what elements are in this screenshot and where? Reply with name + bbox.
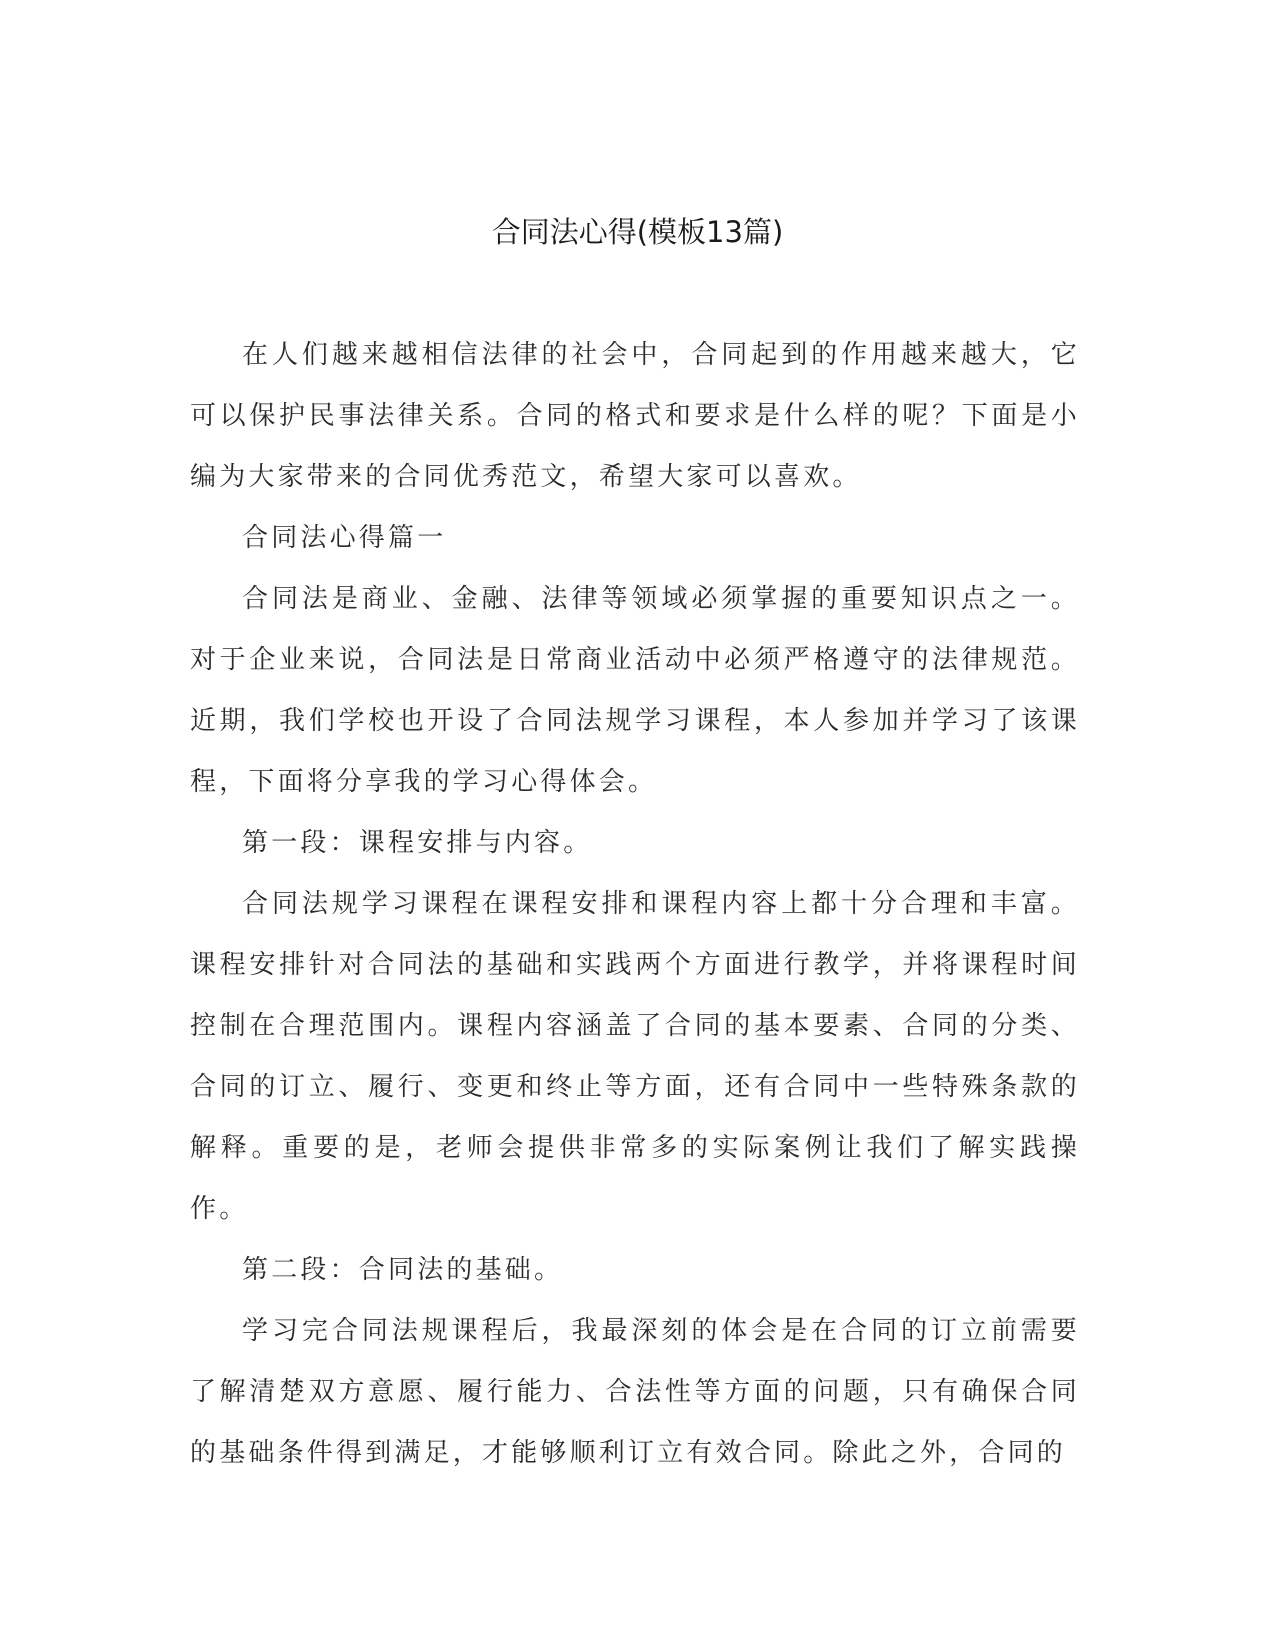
body-paragraph: 合同法规学习课程在课程安排和课程内容上都十分合理和丰富。课程安排针对合同法的基础和实践两个方面进行教学，并将课程时间控制在合理范围内。课程内容涵盖了合同的基本要素、合同的分类、合同的订立、履行、变更和终止等方面，还有合同中一些特殊条款的解释。重要的是，老师会提供非常多的实际案例让我们了解实践操作。 <box>190 889 1080 1224</box>
section-heading-part-one: 合同法心得篇一 <box>242 523 447 553</box>
document-body <box>190 325 1080 1484</box>
body-paragraph: 学习完合同法规课程后，我最深刻的体会是在合同的订立前需要了解清楚双方意愿、履行能力、合法性等方面的问题，只有确保合同的基础条件得到满足，才能够顺利订立有效合同。除此之外，合同的 <box>190 1316 1080 1468</box>
subsection-heading-two: 第二段：合同法的基础。 <box>242 1255 564 1285</box>
document-title: 合同法心得(模板13篇) <box>491 215 784 249</box>
intro-paragraph: 在人们越来越相信法律的社会中，合同起到的作用越来越大，它可以保护民事法律关系。合同的格式和要求是什么样的呢？下面是小编为大家带来的合同优秀范文，希望大家可以喜欢。 <box>190 340 1080 492</box>
body-paragraph: 合同法是商业、金融、法律等领域必须掌握的重要知识点之一。对于企业来说，合同法是日常商业活动中必须严格遵守的法律规范。近期，我们学校也开设了合同法规学习课程，本人参加并学习了该课程，下面将分享我的学习心得体会。 <box>190 584 1080 797</box>
subsection-heading-one: 第一段：课程安排与内容。 <box>242 828 593 858</box>
